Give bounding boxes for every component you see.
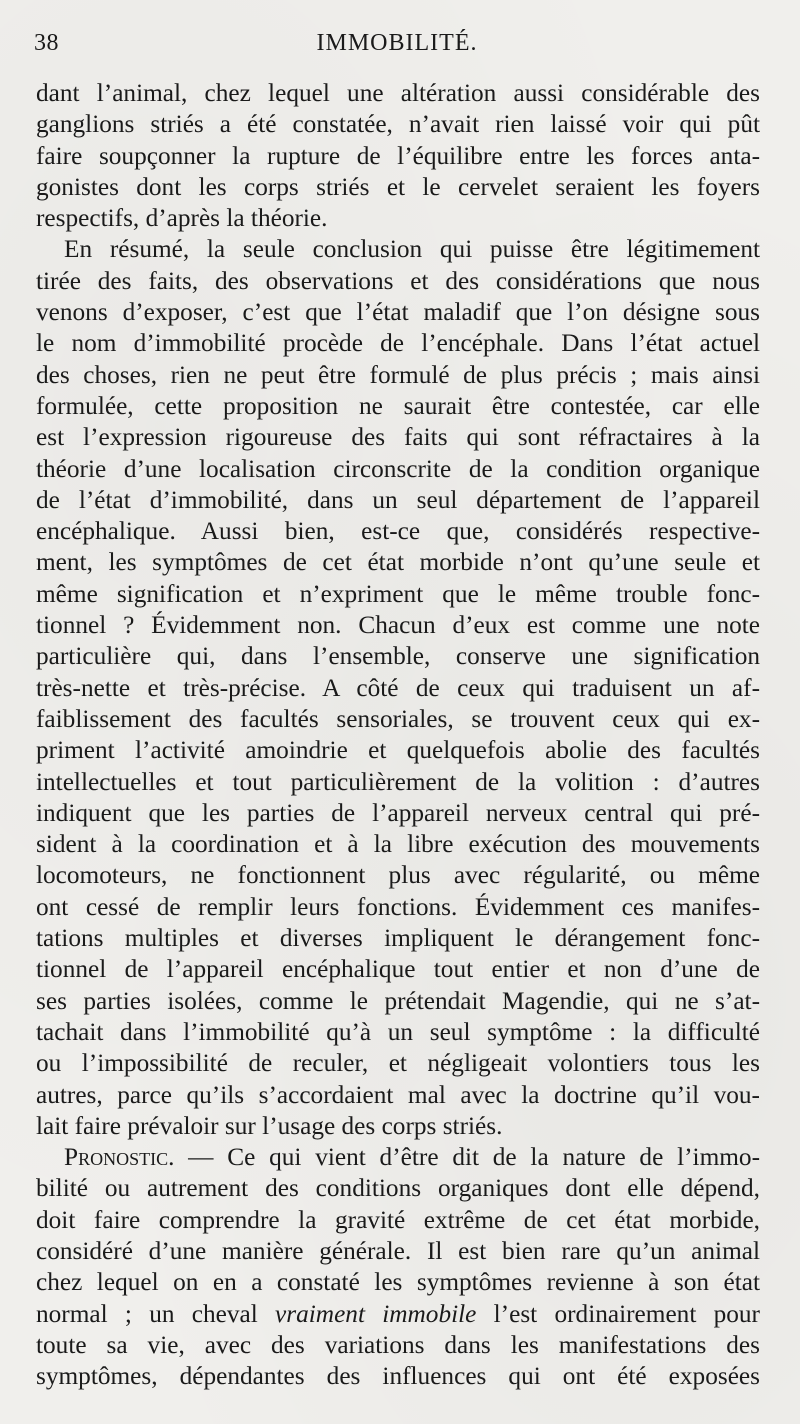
text-line: priment l’activité amoindrie et quelquefois abolie des facultés <box>36 736 760 765</box>
italic-phrase: vraiment immobile <box>275 1299 477 1328</box>
text-line: ganglions striés a été constatée, n’avait rien laissé voir qui pût <box>36 110 760 139</box>
text-line: respectifs, d’après la théorie. <box>36 204 328 233</box>
text-line: tations multiples et diverses impliquent le dérangement fonc- <box>36 924 760 953</box>
text-line: intellectuelles et tout particulièrement de la volition : d’autres <box>36 767 760 796</box>
text-line: bilité ou autrement des conditions organiques dont elle dépend, <box>36 1174 760 1203</box>
text-line: tachait dans l’immobilité qu’à un seul symptôme : la difficulté <box>36 1017 760 1046</box>
text-segment: normal ; un cheval <box>36 1299 276 1328</box>
text-line: ses parties isolées, comme le prétendait Magendie, qui ne s’at- <box>36 986 760 1015</box>
text-line: chez lequel on en a constaté les symptômes revienne à son état <box>36 1268 760 1297</box>
text-line: symptômes, dépendantes des influences qui ont été exposées <box>36 1362 760 1391</box>
pronostic-first-line-text: — Ce qui vient d’être dit de la nature de l’immo- <box>174 1143 760 1172</box>
text-line: toute sa vie, avec des variations dans les manifestations des <box>36 1330 760 1359</box>
text-line: faiblissement des facultés sensoriales, se trouvent ceux qui ex- <box>36 704 760 733</box>
text-line: faire soupçonner la rupture de l’équilibre entre les forces anta- <box>36 141 760 170</box>
text-line: est l’expression rigoureuse des faits qui sont réfractaires à la <box>36 423 760 452</box>
text-line: très-nette et très-précise. A côté de ceux qui traduisent un af- <box>36 673 760 702</box>
body-text <box>36 78 760 1392</box>
pronostic-heading: Pronostic. <box>64 1143 175 1172</box>
text-line: de l’état d’immobilité, dans un seul département de l’appareil <box>36 485 760 514</box>
text-line: doit faire comprendre la gravité extrême de cet état morbide, <box>36 1205 760 1234</box>
paragraph-first-line: En résumé, la seule conclusion qui puisse être légitimement <box>64 235 760 264</box>
text-line: lait faire prévaloir sur l’usage des corps striés. <box>36 1111 503 1140</box>
text-line: ment, les symptômes de cet état morbide n’ont qu’une seule et <box>36 548 760 577</box>
text-line: tirée des faits, des observations et des considérations que nous <box>36 266 760 295</box>
text-line: locomoteurs, ne fonctionnent plus avec régularité, ou même <box>36 861 760 890</box>
text-line: tionnel de l’appareil encéphalique tout entier et non d’une de <box>36 955 760 984</box>
pronostic-first-line <box>36 1142 760 1173</box>
text-line: tionnel ? Évidemment non. Chacun d’eux est comme une note <box>36 611 760 640</box>
text-line: théorie d’une localisation circonscrite de la condition organique <box>36 454 760 483</box>
running-head <box>34 30 760 60</box>
text-line: des choses, rien ne peut être formulé de plus précis ; mais ainsi <box>36 360 760 389</box>
text-segment: l’est ordinairement pour <box>476 1299 760 1328</box>
text-line-with-italic <box>36 1299 760 1330</box>
text-line: ont cessé de remplir leurs fonctions. Évidemment ces manifes- <box>36 892 760 921</box>
text-line: le nom d’immobilité procède de l’encéphale. Dans l’état actuel <box>36 329 760 358</box>
page-number: 38 <box>34 30 59 56</box>
text-line: même signification et n’expriment que le même trouble fonc- <box>36 579 760 608</box>
text-line: formulée, cette proposition ne saurait être contestée, car elle <box>36 391 760 420</box>
text-line: indiquent que les parties de l’appareil nerveux central qui pré- <box>36 798 760 827</box>
text-line: particulière qui, dans l’ensemble, conserve une signification <box>36 642 760 671</box>
text-line: considéré d’une manière générale. Il est bien rare qu’un animal <box>36 1236 760 1265</box>
running-title: IMMOBILITÉ. <box>316 30 478 56</box>
text-line: venons d’exposer, c’est que l’état maladif que l’on désigne sous <box>36 298 760 327</box>
text-line: sident à la coordination et à la libre exécution des mouvements <box>36 830 760 859</box>
text-line: ou l’impossibilité de reculer, et négligeait volontiers tous les <box>36 1049 760 1078</box>
text-line: dant l’animal, chez lequel une altération aussi considérable des <box>36 79 760 107</box>
text-line: encéphalique. Aussi bien, est-ce que, considérés respective- <box>36 517 760 546</box>
text-line: gonistes dont les corps striés et le cervelet seraient les foyers <box>36 172 760 201</box>
text-line: autres, parce qu’ils s’accordaient mal avec la doctrine qu’il vou- <box>36 1080 760 1109</box>
